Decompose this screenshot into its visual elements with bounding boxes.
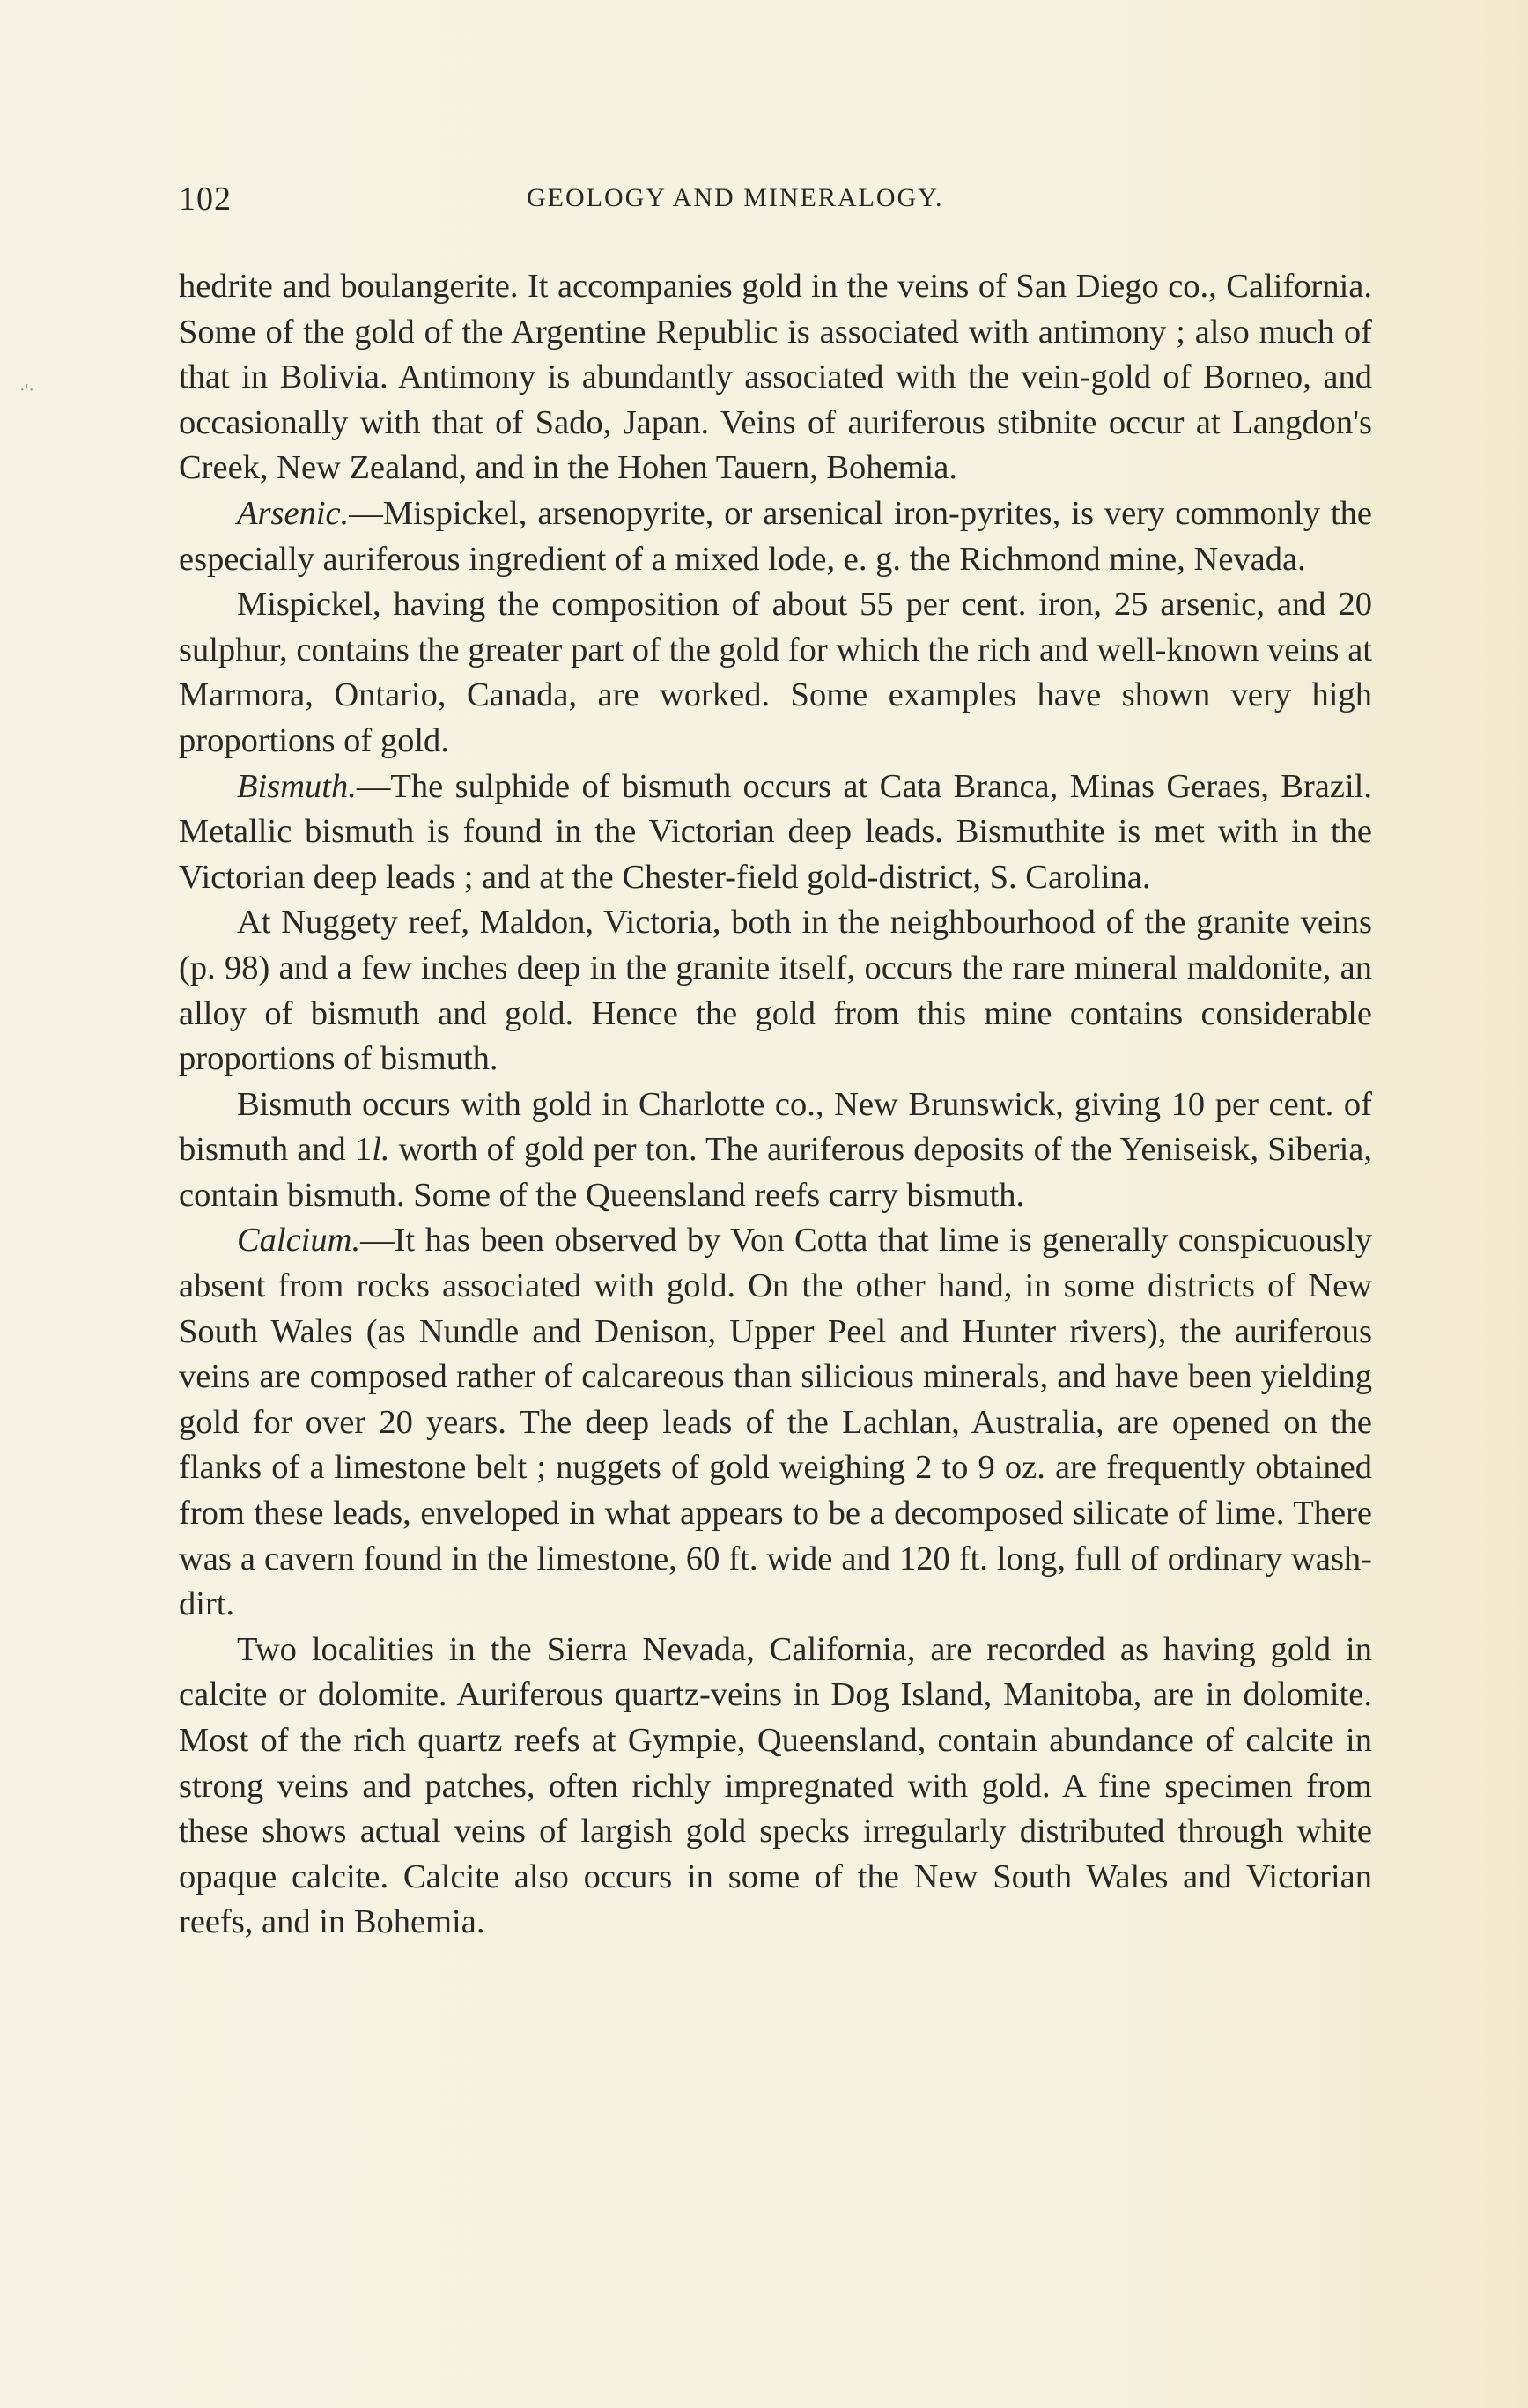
paragraph-text: —Mispickel, arsenopyrite, or arsenical iron-pyrites, is very commonly the especially auriferous ingredient of a mixed lode, e. g. the Richmond mine, Nevada. xyxy=(179,494,1372,578)
paragraph-text: —The sulphide of bismuth occurs at Cata Branca, Minas Geraes, Brazil. Metallic bismuth is found in the Victorian deep leads. Bismuthite is met with in the Victorian deep leads ; and at the Chester-field gold-district, S. Carolina. xyxy=(179,767,1372,896)
paragraph-text: hedrite and boulangerite. It accompanies gold in the veins of San Diego co., California. Some of the gold of the Argentine Republic is associated with antimony ; also much of that in Bolivia. Antimony is abundantly associated with the vein-gold of Borneo, and occasionally with that of Sado, Japan. Veins of auriferous stibnite occur at Langdon's Creek, New Zealand, and in the Hohen Tauern, Bohemia. xyxy=(179,268,1372,487)
paragraph-text: Bismuth occurs with gold in Charlotte co., New Brunswick, giving 10 per cent. of bismuth and 1 xyxy=(179,1085,1372,1169)
paragraph-antimony-continued xyxy=(179,264,1372,491)
paragraph-text: Two localities in the Sierra Nevada, California, are recorded as having gold in calcite or dolomite. Auriferous quartz-veins in Dog Island, Manitoba, are in dolomite. Most of the rich quartz reefs at Gympie, Queensland, contain abundance of calcite in strong veins and patches, often richly impregnated with gold. A fine specimen from these shows actual veins of largish gold specks irregularly distributed through white opaque calcite. Calcite also occurs in some of the New South Wales and Victorian reefs, and in Bohemia. xyxy=(179,1630,1372,1941)
paragraph-nuggety-reef xyxy=(179,900,1372,1082)
paragraph-sierra-nevada xyxy=(179,1628,1372,1946)
running-head: GEOLOGY AND MINERALOGY. xyxy=(527,183,944,212)
page-number: 102 xyxy=(179,181,232,218)
margin-mark: ·'· xyxy=(19,380,34,400)
section-heading-bismuth: Bismuth. xyxy=(237,767,357,805)
section-heading-calcium: Calcium. xyxy=(237,1222,361,1259)
paragraph-text: At Nuggety reef, Maldon, Victoria, both in the neighbourhood of the granite veins (p. 98) and a few inches deep in the granite itself, occurs the rare mineral maldonite, an alloy of bismuth and gold. Hence the gold from this mine contains considerable proportions of bismuth. xyxy=(179,904,1372,1078)
paragraph-bismuth-charlotte xyxy=(179,1082,1372,1219)
paragraph-text: worth of gold per ton. The auriferous deposits of the Yeniseisk, Siberia, contain bismuth. Some of the Queensland reefs carry bismuth. xyxy=(179,1131,1372,1214)
paragraph-bismuth xyxy=(179,765,1372,901)
pound-symbol: l. xyxy=(372,1131,390,1169)
paragraph-mispickel xyxy=(179,582,1372,764)
paragraph-arsenic xyxy=(179,491,1372,582)
paragraph-text: —It has been observed by Von Cotta that lime is generally conspicuously absent from rocks associated with gold. On the other hand, in some districts of New South Wales (as Nundle and Denison, Upper Peel and Hunter rivers), the auriferous veins are composed rather of calcareous than silicious minerals, and have been yielding gold for over 20 years. The deep leads of the Lachlan, Australia, are opened on the flanks of a limestone belt ; nuggets of gold weighing 2 to 9 oz. are frequently obtained from these leads, enveloped in what appears to be a decomposed silicate of lime. There was a cavern found in the limestone, 60 ft. wide and 120 ft. long, full of ordinary wash-dirt. xyxy=(179,1222,1372,1623)
page-header xyxy=(179,180,1372,224)
paragraph-text: Mispickel, having the composition of about 55 per cent. iron, 25 arsenic, and 20 sulphur, contains the greater part of the gold for which the rich and well-known veins at Marmora, Ontario, Canada, are worked. Some examples have shown very high proportions of gold. xyxy=(179,586,1372,759)
paragraph-calcium xyxy=(179,1218,1372,1627)
section-heading-arsenic: Arsenic. xyxy=(237,494,350,532)
body-text xyxy=(179,264,1372,1946)
